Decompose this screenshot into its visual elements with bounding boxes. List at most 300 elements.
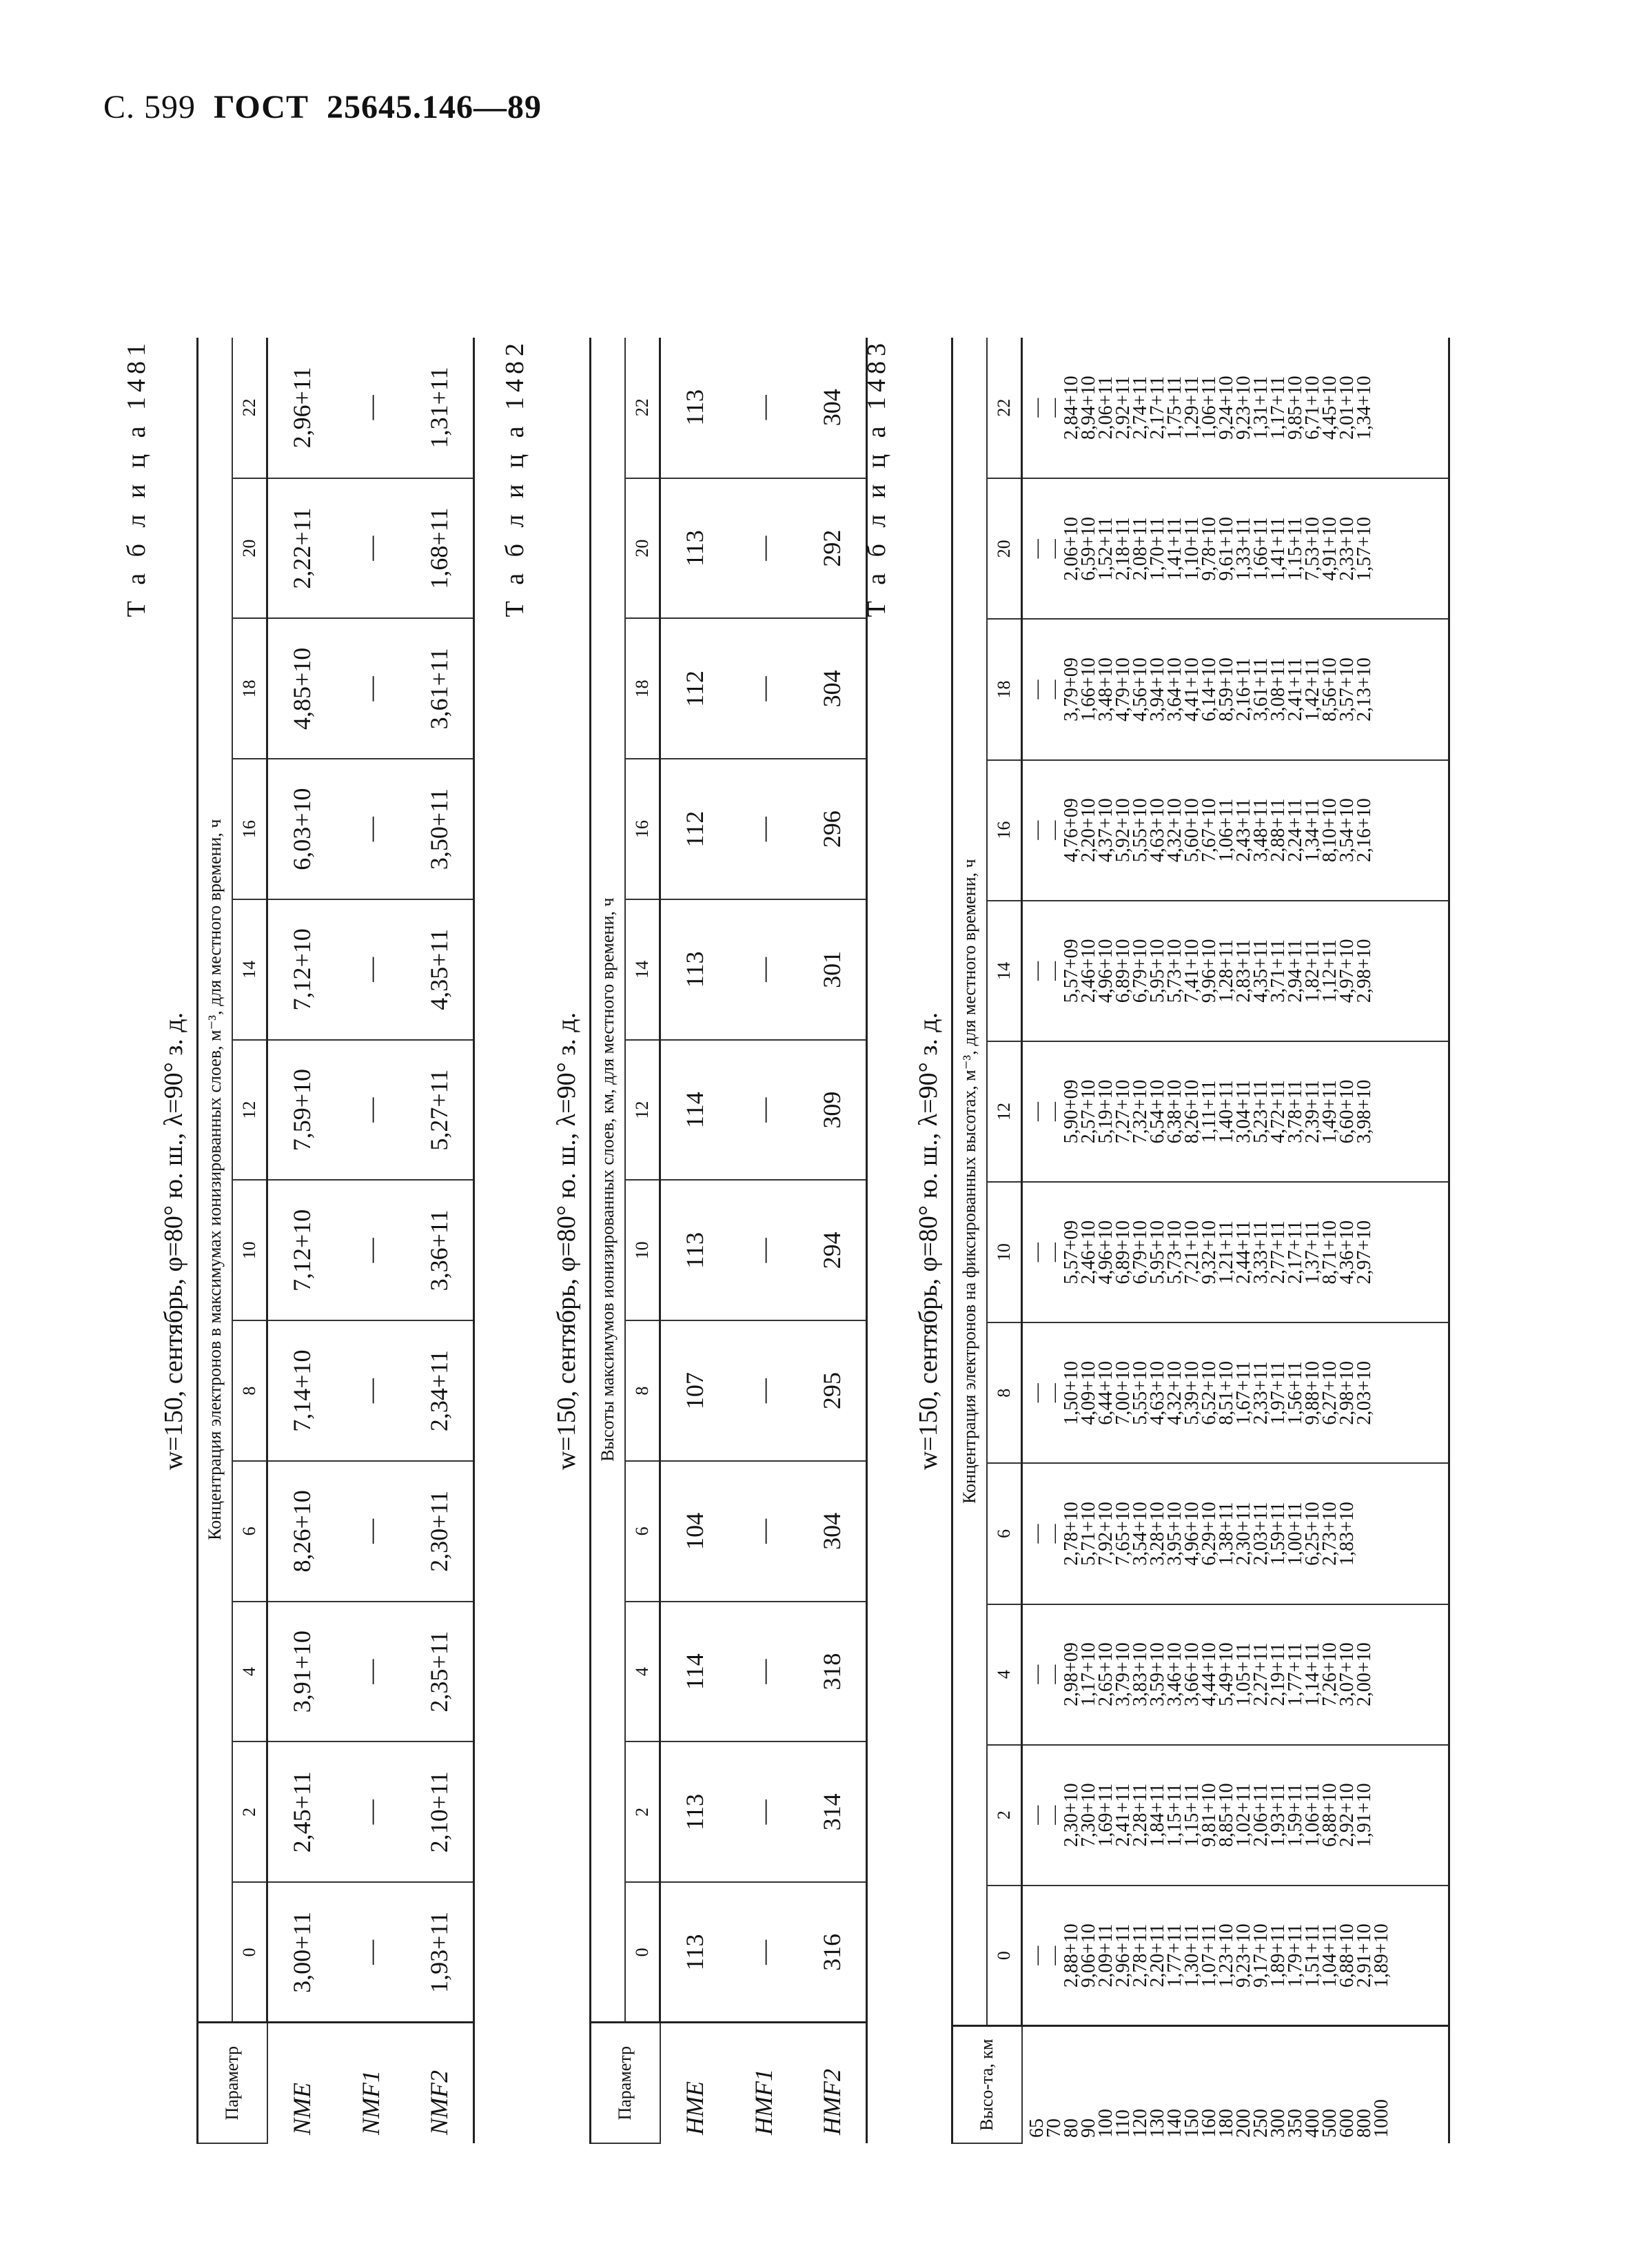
table-cell: 5,57+09 [1061,1220,1082,1285]
table-cell [1356,1464,1373,1603]
hour-header: 10 [232,1181,267,1321]
table-cell: — [729,1461,798,1602]
table-cell: — [1026,539,1048,559]
table-cell: 7,59+10 [267,1040,336,1181]
table-cell: 5,39+10 [1181,1360,1203,1425]
table-cell: 2,65+10 [1095,1642,1116,1707]
table-cell: 6,71+10 [1302,376,1323,440]
table-cell: 2,22+11 [267,478,336,619]
hour-header: 14 [232,899,267,1040]
table-cell: 114 [660,1602,729,1742]
height-value: 130 [1146,2109,1168,2138]
table-cell: 6,14+10 [1199,657,1220,722]
table-cell: 2,09+11 [1095,1923,1116,1988]
table-cell: — [1026,680,1048,699]
table-cell: 2,78+10 [1061,1502,1082,1566]
table-cell: 8,85+10 [1216,1783,1237,1848]
table-name: Т а б л и ц а 1483 [862,338,891,617]
table-cell: 2,03+11 [1250,1502,1272,1566]
table-cell: 6,59+10 [1078,516,1099,581]
table-cell: 1,17+10 [1078,1642,1099,1707]
table-cell: — [1043,1243,1065,1263]
table-cell: 2,06+10 [1061,516,1082,581]
table-cell: 1,59+11 [1285,1783,1306,1847]
table-cell: 113 [660,1742,729,1883]
table-cell: 8,59+10 [1216,657,1237,722]
table-cell: 2,83+11 [1233,939,1254,1003]
table-cell: 1,56+11 [1285,1361,1306,1425]
table-cell: — [1043,398,1065,418]
hour-header: 18 [987,619,1022,759]
table-cell: 4,91+10 [1319,516,1340,581]
table-cell: 2,41+11 [1285,657,1306,722]
table-cell: — [336,1602,405,1742]
table-cell: 3,07+10 [1336,1642,1358,1707]
table-cell: 2,30+11 [1233,1502,1254,1566]
table-cell: 6,88+10 [1336,1923,1358,1988]
table-cell: 2,30+10 [1061,1783,1082,1848]
value-column [1022,760,1449,901]
value-column [1022,1745,1449,1886]
table-cell: 4,36+10 [1336,1220,1358,1285]
height-value: 80 [1060,2118,1082,2138]
hour-header: 4 [232,1602,267,1742]
table-cell: 8,71+10 [1319,1220,1340,1285]
table-cell [1373,1464,1390,1603]
table-cell: 2,94+11 [1285,939,1306,1003]
table-cell: 2,20+10 [1078,798,1099,863]
table-cell: 9,32+10 [1199,1220,1220,1285]
table-cell: 2,92+11 [1112,376,1134,440]
table-cell: — [336,1181,405,1321]
table-cell: 8,51+10 [1216,1360,1237,1425]
height-column [1022,2026,1449,2143]
hour-header: 8 [625,1320,660,1461]
value-column [1022,1041,1449,1182]
table-cell: 6,88+10 [1319,1783,1340,1848]
table-cell: 2,19+11 [1267,1642,1289,1706]
table-cell: 3,04+11 [1233,1080,1254,1143]
table-cell: 1,30+11 [1181,1923,1203,1988]
table-cell: 2,34+11 [405,1320,474,1461]
hour-header: 18 [625,619,660,759]
table-cell: 2,00+10 [1354,1642,1375,1707]
table-cell: 4,35+11 [1250,939,1272,1003]
table-row [1022,338,1449,2143]
table-cell: 2,45+11 [267,1742,336,1883]
row-label: NMF1 [336,2023,405,2143]
table-cell: 8,26+10 [1181,1079,1203,1144]
table-cell: 6,79+10 [1130,1220,1151,1285]
table-cell: — [1043,1945,1065,1965]
table-cell [1373,761,1390,900]
table-cell: 1,84+11 [1147,1783,1168,1847]
table-cell: 7,41+10 [1181,939,1203,1003]
row-label: NMF2 [405,2023,474,2143]
table-cell: — [729,619,798,759]
value-column [1022,338,1449,478]
table-cell: 4,32+10 [1164,1360,1185,1425]
table-cell: 1,04+11 [1319,1923,1340,1988]
table-cell: 2,98+09 [1061,1642,1082,1707]
table-cell: 1,41+11 [1164,517,1185,581]
table-cell: 1,15+11 [1181,1783,1203,1847]
table-cell: 5,19+10 [1095,1079,1116,1144]
table-cell: 3,28+10 [1147,1502,1168,1566]
table-cell: 1,37+11 [1302,1220,1323,1285]
row-label: HME [660,2023,729,2143]
height-value: 120 [1129,2109,1151,2138]
height-value: 110 [1112,2109,1134,2138]
table-1482 [589,338,868,2144]
table-row [336,338,405,2143]
table-cell: 1,67+11 [1233,1361,1254,1425]
table-cell: 4,96+10 [1095,1220,1116,1285]
table-cell: — [336,1742,405,1883]
table-cell: 7,00+10 [1112,1360,1134,1425]
table-cell: 4,32+10 [1164,798,1185,863]
table-cell: 5,95+10 [1147,939,1168,1003]
table-cell: 114 [660,1040,729,1181]
table-cell: 3,36+11 [405,1181,474,1321]
table-cell: — [1043,961,1065,981]
height-header: Высо-та, км [952,2026,1022,2143]
hour-header: 10 [625,1181,660,1321]
hour-header: 6 [987,1463,1022,1604]
table-cell: 3,98+10 [1354,1079,1375,1144]
group-header: Концентрация электронов в максимумах ионизированных слоев, м⁻³, для местного времени, ч [198,338,233,2023]
table-name: Т а б л и ц а 1481 [122,338,151,617]
table-cell: 6,44+10 [1095,1360,1116,1425]
gost-number: 25645.146—89 [326,89,542,125]
table-cell: 4,41+10 [1181,657,1203,722]
table-cell: 5,92+10 [1112,798,1134,863]
table-cell [1373,1746,1390,1885]
table-cell: 4,45+10 [1319,376,1340,440]
table-cell: — [729,338,798,478]
table-cell [1373,338,1390,478]
table-cell: 3,50+11 [405,759,474,899]
hour-header: 2 [987,1745,1022,1886]
table-title: w=150, сентябрь, φ=80° ю. ш., λ=90° з. д. [159,1012,188,1471]
table-cell: — [1043,680,1065,699]
table-cell: 1,15+11 [1164,1783,1185,1847]
table-cell: 4,76+09 [1061,798,1082,863]
table-cell: 4,85+10 [267,619,336,759]
table-cell: 2,41+11 [1112,1783,1134,1847]
value-column [1022,1886,1449,2026]
table-cell: 309 [798,1040,867,1181]
height-value: 150 [1181,2109,1203,2138]
table-cell: 2,96+11 [1112,1923,1134,1988]
table-cell: 2,13+10 [1354,657,1375,722]
value-column [1022,619,1449,759]
hour-header: 8 [987,1322,1022,1463]
value-column [1022,1182,1449,1322]
table-cell: 2,33+10 [1336,516,1358,581]
table-cell: 2,16+11 [1233,657,1254,722]
table-cell: 3,48+10 [1095,657,1116,722]
hour-header: 12 [625,1040,660,1181]
table-cell: 7,14+10 [267,1320,336,1461]
table-cell: 2,27+11 [1250,1642,1272,1706]
height-value: 90 [1077,2118,1099,2138]
table-cell: 1,06+11 [1302,1783,1323,1847]
table-cell: 4,35+11 [405,899,474,1040]
table-cell: 1,15+11 [1285,517,1306,581]
table-cell: 294 [798,1181,867,1321]
table-cell: 1,49+11 [1319,1080,1340,1143]
table-title: w=150, сентябрь, φ=80° ю. ш., λ=90° з. д. [914,1012,943,1471]
table-cell: 7,12+10 [267,899,336,1040]
table-cell: 6,27+10 [1319,1360,1340,1425]
hour-header: 0 [232,1882,267,2023]
table-cell: 2,77+11 [1267,1220,1289,1285]
table-cell: 3,91+10 [267,1602,336,1742]
param-header: Параметр [198,2023,267,2143]
table-cell: 5,23+11 [1250,1080,1272,1143]
table-row [405,338,474,2143]
table-cell: 2,46+10 [1078,939,1099,1003]
table-cell: 2,20+11 [1147,1923,1168,1988]
height-value: 65 [1026,2118,1048,2138]
table-cell: 5,90+09 [1061,1079,1082,1144]
table-cell: — [1026,1101,1048,1121]
table-1483-block [855,338,1571,2144]
hour-header: 20 [987,478,1022,619]
table-cell: 1,06+11 [1216,798,1237,862]
table-name: Т а б л и ц а 1482 [500,338,529,617]
table-cell: 9,85+10 [1285,376,1306,440]
group-header-row [952,338,988,2143]
table-cell: 1,91+10 [1354,1783,1375,1848]
table-cell: 113 [660,1882,729,2023]
hour-header: 6 [232,1461,267,1602]
table-cell: 2,17+11 [1147,376,1168,440]
table-cell: 113 [660,1181,729,1321]
hour-header: 6 [625,1461,660,1602]
table-cell: — [729,1320,798,1461]
table-cell: 112 [660,619,729,759]
table-cell: 3,54+10 [1336,798,1358,863]
table-cell: 2,30+11 [405,1461,474,1602]
table-cell: 6,03+10 [267,759,336,899]
table-cell: 1,23+10 [1216,1923,1237,1988]
table-cell: 1,82+11 [1302,939,1323,1003]
table-cell: — [729,1040,798,1181]
table-cell: 1,52+11 [1095,517,1116,581]
height-value: 160 [1198,2109,1220,2138]
table-cell: 2,88+10 [1061,1923,1082,1988]
table-cell: 1,28+11 [1216,939,1237,1003]
row-label: NME [267,2023,336,2143]
table-cell: 5,57+09 [1061,939,1082,1003]
table-cell: 8,10+10 [1319,798,1340,863]
height-value: 70 [1043,2118,1065,2138]
table-cell: 292 [798,478,867,619]
table-cell: 1,51+11 [1302,1923,1323,1988]
table-cell: 2,46+10 [1078,1220,1099,1285]
table-cell: 2,03+10 [1354,1360,1375,1425]
table-cell: 2,44+11 [1233,1220,1254,1285]
table-cell: 1,41+11 [1267,517,1289,581]
group-header-row [198,338,233,2143]
table-cell: 9,24+10 [1216,376,1237,440]
table-cell: 1,97+11 [1267,1361,1289,1425]
table-cell: 1,07+11 [1199,1923,1220,1988]
table-cell: 1,14+11 [1302,1642,1323,1706]
table-cell [1373,1183,1390,1322]
table-cell: 304 [798,619,867,759]
hour-header: 16 [232,759,267,899]
table-cell: — [1043,539,1065,559]
table-cell: — [1026,1383,1048,1403]
table-cell: 3,78+11 [1285,1080,1306,1143]
table-cell: 3,59+10 [1147,1642,1168,1707]
table-cell: 5,49+10 [1216,1642,1237,1707]
table-cell: — [729,759,798,899]
table-cell: 4,97+10 [1336,939,1358,1003]
group-header: Концентрация электронов на фиксированных высотах, м⁻³, для местного времени, ч [952,338,988,2026]
table-cell: — [729,899,798,1040]
table-1481 [196,338,475,2144]
table-row [660,338,729,2143]
table-cell: 3,57+10 [1336,657,1358,722]
table-cell: 1,21+11 [1216,1220,1237,1285]
table-cell: 304 [798,338,867,478]
table-cell: 1,66+11 [1250,517,1272,581]
table-cell: 2,91+10 [1354,1923,1375,1988]
table-cell: 6,89+10 [1112,1220,1134,1285]
table-cell: 1,31+11 [405,338,474,478]
table-cell: 5,73+10 [1164,939,1185,1003]
table-cell: — [1026,398,1048,418]
table-cell: 3,33+11 [1250,1220,1272,1285]
table-cell: 9,78+10 [1199,516,1220,581]
row-label: HMF2 [798,2023,867,2143]
table-cell: 1,89+11 [1267,1923,1289,1988]
table-cell: 9,06+10 [1078,1923,1099,1988]
page-number: С. 599 [103,89,196,125]
table-cell: 1,11+11 [1199,1080,1220,1143]
table-cell: 3,61+11 [1250,657,1272,722]
table-cell: 107 [660,1320,729,1461]
table-cell: — [1043,1101,1065,1121]
table-cell: 9,61+10 [1216,516,1237,581]
value-column [1022,1463,1449,1604]
table-cell: 5,55+10 [1130,798,1151,863]
table-cell: 1,42+11 [1302,657,1323,722]
table-cell: 7,12+10 [267,1181,336,1321]
table-cell: 2,24+11 [1285,798,1306,862]
table-cell: 2,33+11 [1250,1361,1272,1425]
table-cell: 1,31+11 [1250,376,1272,440]
table-cell: 3,00+11 [267,1882,336,2023]
table-cell: 2,98+10 [1336,1360,1358,1425]
table-cell: 1,29+11 [1181,376,1203,440]
table-cell: 316 [798,1882,867,2023]
table-cell: 1,77+11 [1285,1642,1306,1706]
value-column [1022,478,1449,619]
table-cell: 1,69+11 [1095,1783,1116,1847]
table-cell: 1,89+10 [1371,1923,1392,1988]
table-cell: 2,97+10 [1354,1220,1375,1285]
table-cell: 5,60+10 [1181,798,1203,863]
table-cell: 1,12+11 [1319,939,1340,1003]
table-cell: 3,95+10 [1164,1502,1185,1566]
table-cell: 1,79+11 [1285,1923,1306,1988]
table-cell: — [729,1602,798,1742]
table-cell: 113 [660,338,729,478]
table-cell: 2,74+11 [1130,376,1151,440]
table-cell: 3,46+10 [1164,1642,1185,1707]
table-cell: 1,75+11 [1164,376,1185,440]
table-cell: 2,35+11 [405,1602,474,1742]
hour-header: 14 [987,901,1022,1041]
height-value: 400 [1301,2109,1323,2138]
table-cell: 104 [660,1461,729,1602]
hour-header: 0 [625,1882,660,2023]
table-cell: 2,28+11 [1130,1783,1151,1847]
table-cell: 7,27+10 [1112,1079,1134,1144]
height-value: 500 [1318,2109,1340,2138]
height-value: 250 [1250,2109,1272,2138]
height-value: 300 [1267,2109,1289,2138]
table-cell: 9,96+10 [1199,939,1220,1003]
height-value: 140 [1163,2109,1185,2138]
table-cell: — [1043,1383,1065,1403]
table-cell: 2,43+11 [1233,798,1254,862]
table-cell: 1,33+11 [1233,517,1254,581]
table-cell: 1,77+11 [1164,1923,1185,1988]
table-cell: 2,17+11 [1285,1220,1306,1285]
table-cell: 9,88+10 [1302,1360,1323,1425]
table-cell: 1,02+11 [1233,1783,1254,1847]
table-cell: 1,68+11 [405,478,474,619]
table-cell: — [729,1181,798,1321]
value-column [1022,1322,1449,1463]
table-cell: — [1043,1524,1065,1544]
table-cell: — [336,1040,405,1181]
table-cell: 2,84+10 [1061,376,1082,440]
table-cell: 3,66+10 [1181,1642,1203,1707]
table-cell: — [336,759,405,899]
hours-row [987,338,1022,2143]
table-cell: 5,27+11 [405,1040,474,1181]
table-cell: 3,79+09 [1061,657,1082,722]
table-cell: 2,06+11 [1250,1783,1272,1847]
table-cell: 1,06+11 [1199,376,1220,440]
table-cell: — [1026,1524,1048,1544]
table-row [729,338,798,2143]
value-column [1022,901,1449,1041]
table-cell [1373,1605,1390,1744]
table-cell: — [1043,1664,1065,1684]
table-cell: — [336,478,405,619]
group-header: Высоты максимумов ионизированных слоев, км, для местного времени, ч [591,338,626,2023]
table-cell: 301 [798,899,867,1040]
table-1483 [951,338,1450,2144]
table-cell: 2,18+11 [1112,517,1134,581]
table-cell: 7,92+10 [1095,1502,1116,1566]
table-cell: 2,78+11 [1130,1923,1151,1988]
table-cell: 1,40+11 [1216,1080,1237,1143]
hour-header: 22 [625,338,660,478]
table-cell: 113 [660,478,729,619]
table-cell: 1,38+11 [1216,1502,1237,1566]
table-cell: 6,29+10 [1199,1502,1220,1566]
table-cell: 112 [660,759,729,899]
